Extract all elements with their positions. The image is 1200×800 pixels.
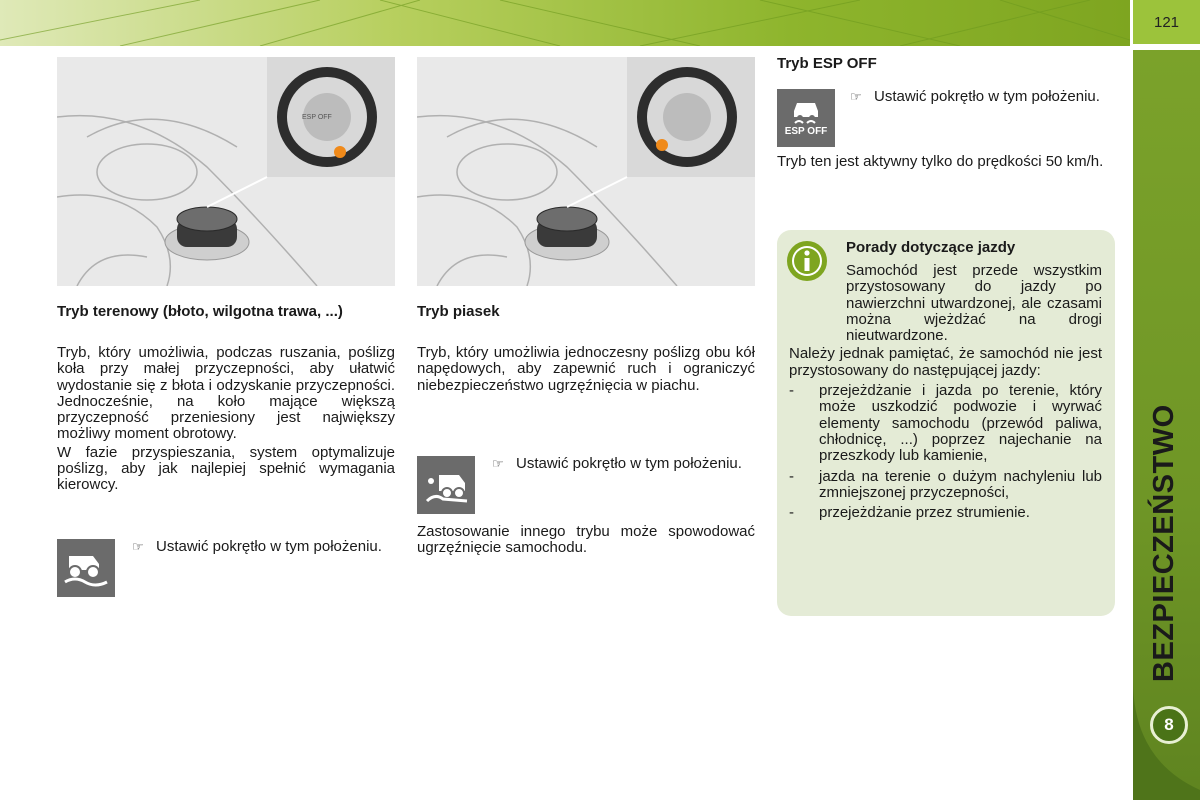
esp-off-heading: Tryb ESP OFF bbox=[777, 55, 877, 72]
dash: - bbox=[789, 467, 794, 485]
paragraph: W fazie przyspieszania, system optymalizuje poślizg, aby jak najlepiej spełnić wymagania kierowcy. bbox=[57, 443, 395, 494]
paragraph: Należy jednak pamiętać, że samochód nie jest przystosowany do następującej jazdy: bbox=[789, 345, 1102, 379]
dash: - bbox=[789, 504, 794, 522]
esp-off-instruction bbox=[850, 89, 1115, 105]
header-banner bbox=[0, 0, 1130, 46]
sand-mode-description: Tryb, który umożliwia jednoczesny poślizg obu kół napędowych, aby zapewnić ruch i ograniczyć niebezpieczeństwo ugrzęźnięcia w piachu. bbox=[417, 344, 755, 394]
paragraph: Samochód jest przede wszystkim przystosowany do jazdy po nawierzchni utwardzonej, ale czasami można wjeżdżać na drogi nieutwardzone. bbox=[846, 262, 1102, 345]
header-decoration bbox=[0, 0, 1130, 46]
instruction-text: Ustawić pokrętło w tym położeniu. bbox=[156, 538, 382, 555]
list-item-text: przejeżdżanie i jazda po terenie, który może uszkodzić podwozie i wyrwać elementy samochodu (przewód paliwa, chłodnicę, ...) poprzez najechanie na przeszkody lub kamienie, bbox=[819, 382, 1102, 465]
sand-mode-icon bbox=[417, 456, 475, 514]
mud-mode-description bbox=[57, 345, 395, 494]
mud-mode-icon bbox=[57, 539, 115, 597]
photo-sand-mode-dial bbox=[417, 57, 755, 286]
instruction-text: Ustawić pokrętło w tym położeniu. bbox=[874, 88, 1100, 105]
esp-off-icon bbox=[777, 89, 835, 147]
sand-mode-instruction bbox=[492, 456, 755, 472]
esp-off-label: ESP OFF bbox=[784, 126, 828, 137]
dial-illustration bbox=[57, 57, 395, 286]
skid-car-icon bbox=[791, 99, 821, 127]
esp-off-description: Tryb ten jest aktywny tylko do prędkości 50 km/h. bbox=[777, 153, 1104, 170]
section-title: BEZPIECZEŃSTWO bbox=[1148, 404, 1180, 682]
page-number: 121 bbox=[1133, 0, 1200, 44]
tips-list bbox=[789, 383, 1102, 521]
svg-text:ESP OFF: ESP OFF bbox=[302, 114, 332, 121]
photo-mud-mode-dial bbox=[57, 57, 395, 286]
list-item-text: jazda na terenie o dużym nachyleniu lub zmniejszonej przyczepności, bbox=[819, 467, 1102, 501]
list-item bbox=[789, 469, 1102, 502]
list-item bbox=[789, 505, 1102, 521]
mud-mode-instruction bbox=[132, 539, 395, 555]
chapter-number-badge: 8 bbox=[1150, 706, 1188, 744]
list-item-text: przejeżdżanie przez strumienie. bbox=[819, 504, 1030, 522]
tips-content bbox=[789, 263, 1102, 521]
list-item bbox=[789, 383, 1102, 464]
pointing-hand-icon: ☞ bbox=[492, 456, 504, 471]
sand-mode-warning: Zastosowanie innego trybu może spowodować ugrzęźnięcie samochodu. bbox=[417, 523, 755, 557]
instruction-text: Ustawić pokrętło w tym położeniu. bbox=[516, 455, 742, 472]
pointing-hand-icon: ☞ bbox=[850, 89, 862, 104]
paragraph: Tryb, który umożliwia, podczas ruszania, poślizg koła przy małej przyczepności, aby ułatwić wydostanie się z błota i odzyskanie przyczepności. Jednocześnie, na koło mające większą przyczepność przeniesiony jest największy możliwy moment obrotowy. bbox=[57, 344, 395, 443]
dash: - bbox=[789, 382, 794, 400]
tips-title: Porady dotyczące jazdy bbox=[846, 239, 1016, 256]
sand-mode-heading: Tryb piasek bbox=[417, 303, 500, 320]
pointing-hand-icon: ☞ bbox=[132, 539, 144, 554]
mud-mode-heading: Tryb terenowy (błoto, wilgotna trawa, ...) bbox=[57, 303, 343, 320]
dial-illustration bbox=[417, 57, 755, 286]
